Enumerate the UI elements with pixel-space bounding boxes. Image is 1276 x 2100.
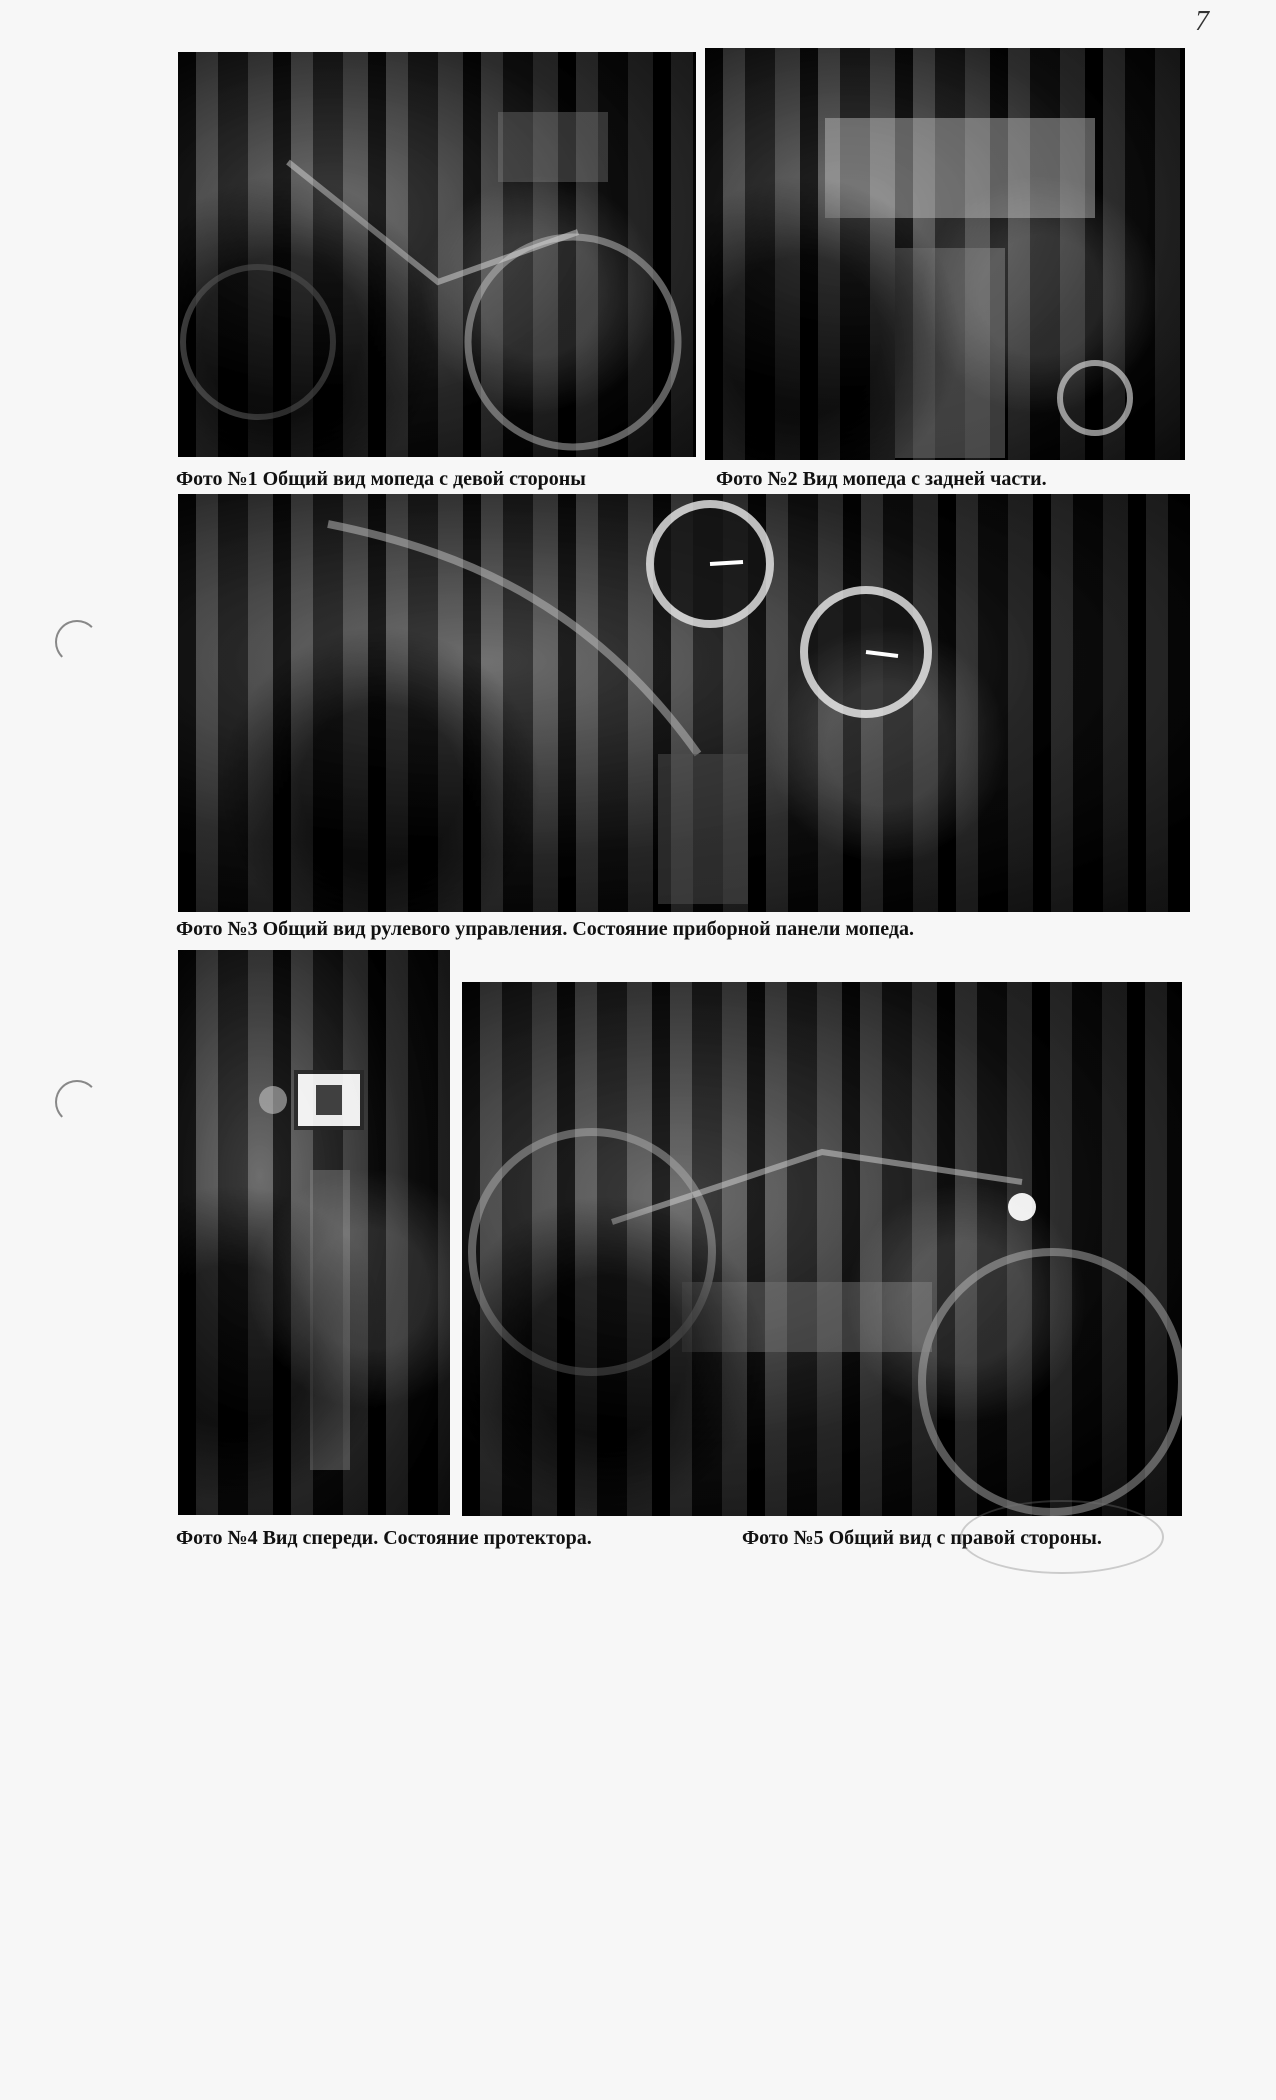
photo-1-left-side-view xyxy=(178,52,696,457)
hole-punch-mark xyxy=(55,620,99,664)
page-number: 7 xyxy=(1195,6,1209,37)
photo-3-handlebar-and-dashboard xyxy=(178,494,1190,912)
photo-4-caption: Фото №4 Вид спереди. Состояние протектора. xyxy=(176,1527,592,1549)
hole-punch-mark xyxy=(55,1080,99,1124)
photo-5-right-side-view xyxy=(462,982,1182,1516)
photo-2-caption: Фото №2 Вид мопеда с задней части. xyxy=(716,468,1047,490)
photo-4-front-view xyxy=(178,950,450,1515)
photo-2-rear-view xyxy=(705,48,1185,460)
photo-5-caption: Фото №5 Общий вид с правой стороны. xyxy=(742,1527,1102,1549)
photo-1-caption: Фото №1 Общий вид мопеда с девой стороны xyxy=(176,468,586,490)
faint-stamp xyxy=(960,1500,1164,1574)
photo-3-caption: Фото №3 Общий вид рулевого управления. Состояние приборной панели мопеда. xyxy=(176,918,914,940)
